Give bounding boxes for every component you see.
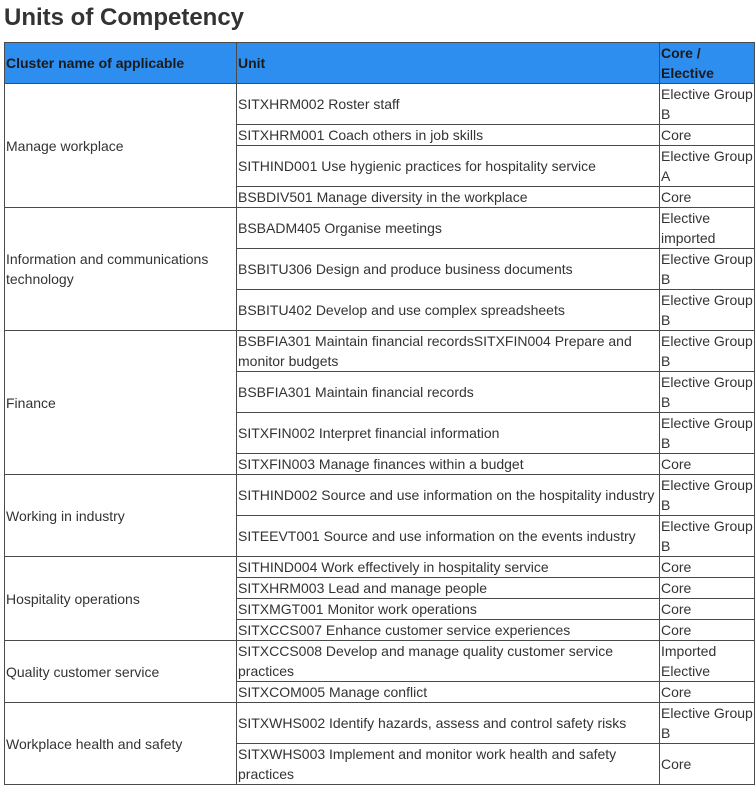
unit-cell: SITXHRM001 Coach others in job skills	[237, 125, 660, 146]
table-row	[5, 84, 755, 125]
core-elective-cell: Elective Group B	[660, 290, 755, 331]
unit-cell: SITXMGT001 Monitor work operations	[237, 599, 660, 620]
unit-cell: BSBITU306 Design and produce business documents	[237, 249, 660, 290]
unit-cell: SITEEVT001 Source and use information on the events industry	[237, 516, 660, 557]
unit-cell: SITXWHS003 Implement and monitor work health and safety practices	[237, 744, 660, 785]
unit-cell: SITHIND002 Source and use information on the hospitality industry	[237, 475, 660, 516]
core-elective-cell: Elective Group A	[660, 146, 755, 187]
core-elective-cell: Elective imported	[660, 208, 755, 249]
unit-cell: BSBITU402 Develop and use complex spreadsheets	[237, 290, 660, 331]
cluster-name-cell: Information and communications technology	[5, 208, 237, 331]
header-cluster: Cluster name of applicable	[5, 43, 237, 84]
header-unit: Unit	[237, 43, 660, 84]
cluster-name-cell: Manage workplace	[5, 84, 237, 208]
core-elective-cell: Elective Group B	[660, 372, 755, 413]
table-body	[5, 84, 755, 785]
unit-cell: SITXCCS008 Develop and manage quality customer service practices	[237, 641, 660, 682]
core-elective-cell: Core	[660, 744, 755, 785]
page-title: Units of Competency	[4, 4, 245, 31]
core-elective-cell: Core	[660, 620, 755, 641]
unit-cell: SITHIND004 Work effectively in hospitality service	[237, 557, 660, 578]
cluster-name-cell: Workplace health and safety	[5, 703, 237, 785]
competency-table	[4, 42, 755, 785]
table-row	[5, 208, 755, 249]
core-elective-cell: Elective Group B	[660, 475, 755, 516]
unit-cell: BSBDIV501 Manage diversity in the workplace	[237, 187, 660, 208]
core-elective-cell: Elective Group B	[660, 413, 755, 454]
table-row	[5, 475, 755, 516]
unit-cell: SITXCOM005 Manage conflict	[237, 682, 660, 703]
unit-cell: BSBFIA301 Maintain financial recordsSITXFIN004 Prepare and monitor budgets	[237, 331, 660, 372]
core-elective-cell: Core	[660, 599, 755, 620]
unit-cell: SITXFIN003 Manage finances within a budget	[237, 454, 660, 475]
unit-cell: BSBADM405 Organise meetings	[237, 208, 660, 249]
core-elective-cell: Core	[660, 557, 755, 578]
core-elective-cell: Imported Elective	[660, 641, 755, 682]
cluster-name-cell: Finance	[5, 331, 237, 475]
core-elective-cell: Core	[660, 125, 755, 146]
core-elective-cell: Elective Group B	[660, 516, 755, 557]
header-type: Core / Elective	[660, 43, 755, 84]
table-row	[5, 703, 755, 744]
table-row	[5, 557, 755, 578]
unit-cell: SITXFIN002 Interpret financial information	[237, 413, 660, 454]
cluster-name-cell: Hospitality operations	[5, 557, 237, 641]
core-elective-cell: Core	[660, 187, 755, 208]
core-elective-cell: Elective Group B	[660, 703, 755, 744]
core-elective-cell: Elective Group B	[660, 84, 755, 125]
core-elective-cell: Core	[660, 578, 755, 599]
table-row	[5, 641, 755, 682]
core-elective-cell: Core	[660, 454, 755, 475]
unit-cell: BSBFIA301 Maintain financial records	[237, 372, 660, 413]
unit-cell: SITXHRM002 Roster staff	[237, 84, 660, 125]
core-elective-cell: Core	[660, 682, 755, 703]
table-header-row	[5, 43, 755, 84]
cluster-name-cell: Quality customer service	[5, 641, 237, 703]
unit-cell: SITXCCS007 Enhance customer service experiences	[237, 620, 660, 641]
unit-cell: SITHIND001 Use hygienic practices for hospitality service	[237, 146, 660, 187]
unit-cell: SITXWHS002 Identify hazards, assess and control safety risks	[237, 703, 660, 744]
unit-cell: SITXHRM003 Lead and manage people	[237, 578, 660, 599]
core-elective-cell: Elective Group B	[660, 249, 755, 290]
cluster-name-cell: Working in industry	[5, 475, 237, 557]
table-row	[5, 331, 755, 372]
core-elective-cell: Elective Group B	[660, 331, 755, 372]
